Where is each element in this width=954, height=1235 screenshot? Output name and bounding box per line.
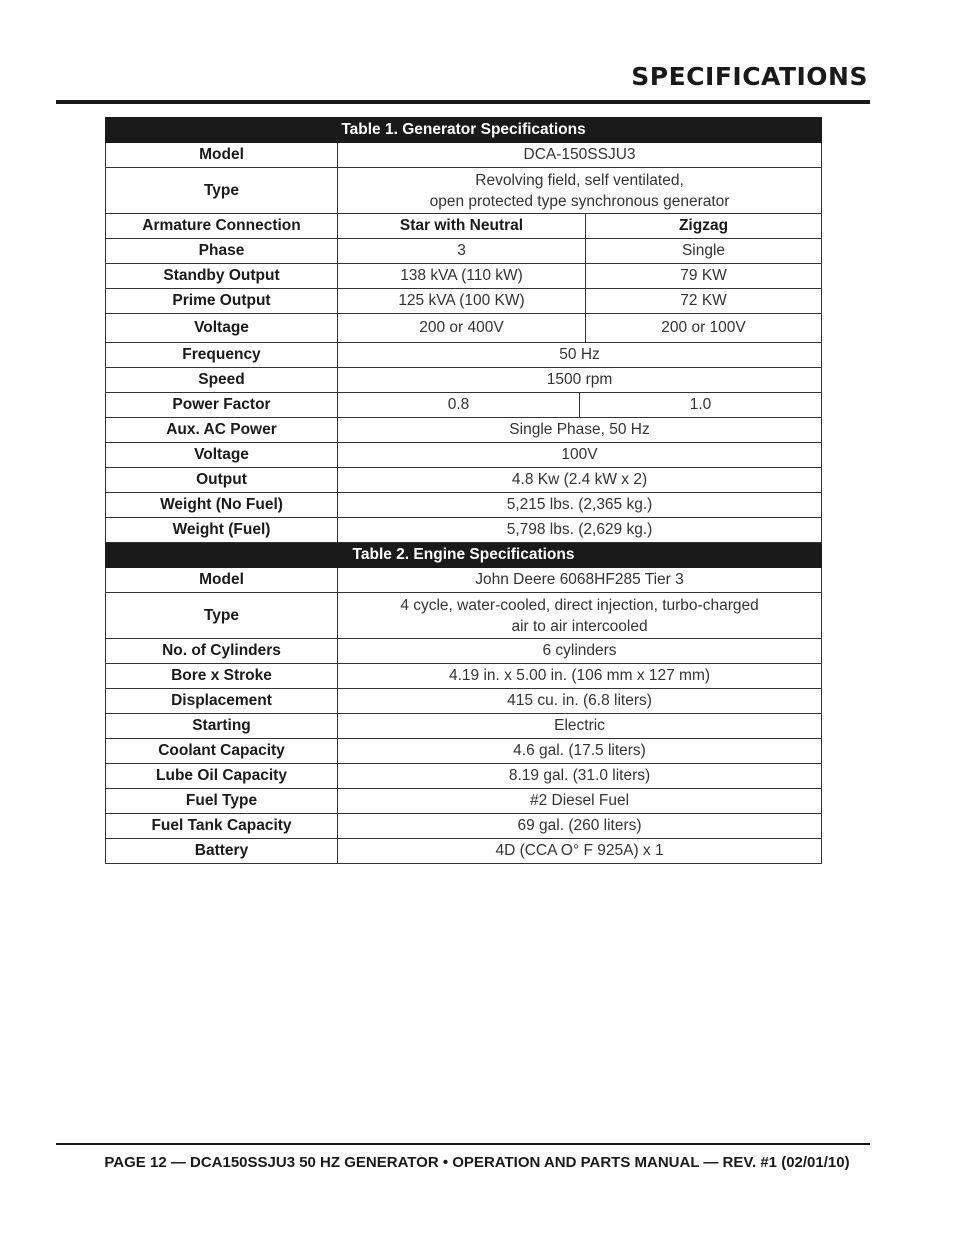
row-label: Type bbox=[106, 593, 338, 639]
row-value: 125 kVA (100 KW) bbox=[338, 289, 586, 314]
value-line: air to air intercooled bbox=[511, 617, 648, 635]
specifications-table bbox=[105, 117, 822, 864]
table2-caption: Table 2. Engine Specifications bbox=[106, 543, 822, 568]
row-label: Phase bbox=[106, 239, 338, 264]
row-value: 69 gal. (260 liters) bbox=[338, 814, 822, 839]
row-label: Prime Output bbox=[106, 289, 338, 314]
value-line: open protected type synchronous generator bbox=[429, 192, 730, 210]
row-value: 5,215 lbs. (2,365 kg.) bbox=[338, 493, 822, 518]
header-rule bbox=[56, 100, 870, 104]
table-row bbox=[106, 739, 822, 764]
row-label: Battery bbox=[106, 839, 338, 864]
table2-caption-row bbox=[106, 543, 822, 568]
row-label: Weight (Fuel) bbox=[106, 518, 338, 543]
row-label: Power Factor bbox=[106, 393, 338, 418]
table-row bbox=[106, 168, 822, 214]
table-row bbox=[106, 468, 822, 493]
row-value: 1500 rpm bbox=[338, 368, 822, 393]
row-value: 8.19 gal. (31.0 liters) bbox=[338, 764, 822, 789]
row-label: Voltage bbox=[106, 443, 338, 468]
table-row bbox=[106, 264, 822, 289]
row-label: Fuel Tank Capacity bbox=[106, 814, 338, 839]
table-row bbox=[106, 418, 822, 443]
row-value: 0.8 bbox=[338, 393, 580, 418]
column-header: Star with Neutral bbox=[338, 214, 586, 239]
table1-caption-row bbox=[106, 118, 822, 143]
row-value: 5,798 lbs. (2,629 kg.) bbox=[338, 518, 822, 543]
row-value: DCA-150SSJU3 bbox=[338, 143, 822, 168]
table-row bbox=[106, 343, 822, 368]
row-value: 415 cu. in. (6.8 liters) bbox=[338, 689, 822, 714]
row-value: 200 or 100V bbox=[586, 314, 822, 343]
row-value: Single bbox=[586, 239, 822, 264]
page-title: SPECIFICATIONS bbox=[631, 62, 868, 91]
table-row bbox=[106, 443, 822, 468]
row-label: Weight (No Fuel) bbox=[106, 493, 338, 518]
table1-caption: Table 1. Generator Specifications bbox=[106, 118, 822, 143]
row-label: Starting bbox=[106, 714, 338, 739]
column-header: Zigzag bbox=[586, 214, 822, 239]
table-row bbox=[106, 239, 822, 264]
table-row bbox=[106, 639, 822, 664]
row-label: Bore x Stroke bbox=[106, 664, 338, 689]
row-value: Electric bbox=[338, 714, 822, 739]
row-label: Frequency bbox=[106, 343, 338, 368]
table-row bbox=[106, 393, 822, 418]
footer-rule bbox=[56, 1143, 870, 1145]
row-value: 72 KW bbox=[586, 289, 822, 314]
row-value: Single Phase, 50 Hz bbox=[338, 418, 822, 443]
row-label: No. of Cylinders bbox=[106, 639, 338, 664]
table-row bbox=[106, 814, 822, 839]
table-row bbox=[106, 493, 822, 518]
table-row bbox=[106, 518, 822, 543]
row-value: #2 Diesel Fuel bbox=[338, 789, 822, 814]
row-value: 1.0 bbox=[580, 393, 822, 418]
row-value: 79 KW bbox=[586, 264, 822, 289]
table-row bbox=[106, 368, 822, 393]
table-row bbox=[106, 839, 822, 864]
table-row bbox=[106, 714, 822, 739]
row-value bbox=[338, 593, 822, 639]
row-value: 4.8 Kw (2.4 kW x 2) bbox=[338, 468, 822, 493]
table-row bbox=[106, 764, 822, 789]
value-line: Revolving field, self ventilated, bbox=[475, 171, 684, 189]
table-row bbox=[106, 568, 822, 593]
table-row bbox=[106, 314, 822, 343]
page-footer: PAGE 12 — DCA150SSJU3 50 HZ GENERATOR • OPERATION AND PARTS MANUAL — REV. #1 (02/01/10) bbox=[104, 1154, 850, 1171]
row-label: Output bbox=[106, 468, 338, 493]
table-row bbox=[106, 689, 822, 714]
row-value bbox=[338, 168, 822, 214]
row-value: 4.19 in. x 5.00 in. (106 mm x 127 mm) bbox=[338, 664, 822, 689]
row-value: John Deere 6068HF285 Tier 3 bbox=[338, 568, 822, 593]
row-value: 6 cylinders bbox=[338, 639, 822, 664]
row-label: Aux. AC Power bbox=[106, 418, 338, 443]
row-value: 4D (CCA O° F 925A) x 1 bbox=[338, 839, 822, 864]
row-label: Model bbox=[106, 143, 338, 168]
row-value: 4.6 gal. (17.5 liters) bbox=[338, 739, 822, 764]
row-label: Displacement bbox=[106, 689, 338, 714]
value-line: 4 cycle, water-cooled, direct injection, turbo-charged bbox=[400, 596, 759, 614]
table-row bbox=[106, 789, 822, 814]
row-label: Voltage bbox=[106, 314, 338, 343]
table-row bbox=[106, 289, 822, 314]
table-row bbox=[106, 593, 822, 639]
row-value: 200 or 400V bbox=[338, 314, 586, 343]
row-value: 138 kVA (110 kW) bbox=[338, 264, 586, 289]
row-value: 3 bbox=[338, 239, 586, 264]
row-label: Type bbox=[106, 168, 338, 214]
row-label: Model bbox=[106, 568, 338, 593]
row-label: Standby Output bbox=[106, 264, 338, 289]
table-row bbox=[106, 143, 822, 168]
table-row bbox=[106, 214, 822, 239]
row-label: Armature Connection bbox=[106, 214, 338, 239]
table-row bbox=[106, 664, 822, 689]
row-value: 50 Hz bbox=[338, 343, 822, 368]
row-label: Coolant Capacity bbox=[106, 739, 338, 764]
row-label: Fuel Type bbox=[106, 789, 338, 814]
row-label: Speed bbox=[106, 368, 338, 393]
row-label: Lube Oil Capacity bbox=[106, 764, 338, 789]
row-value: 100V bbox=[338, 443, 822, 468]
